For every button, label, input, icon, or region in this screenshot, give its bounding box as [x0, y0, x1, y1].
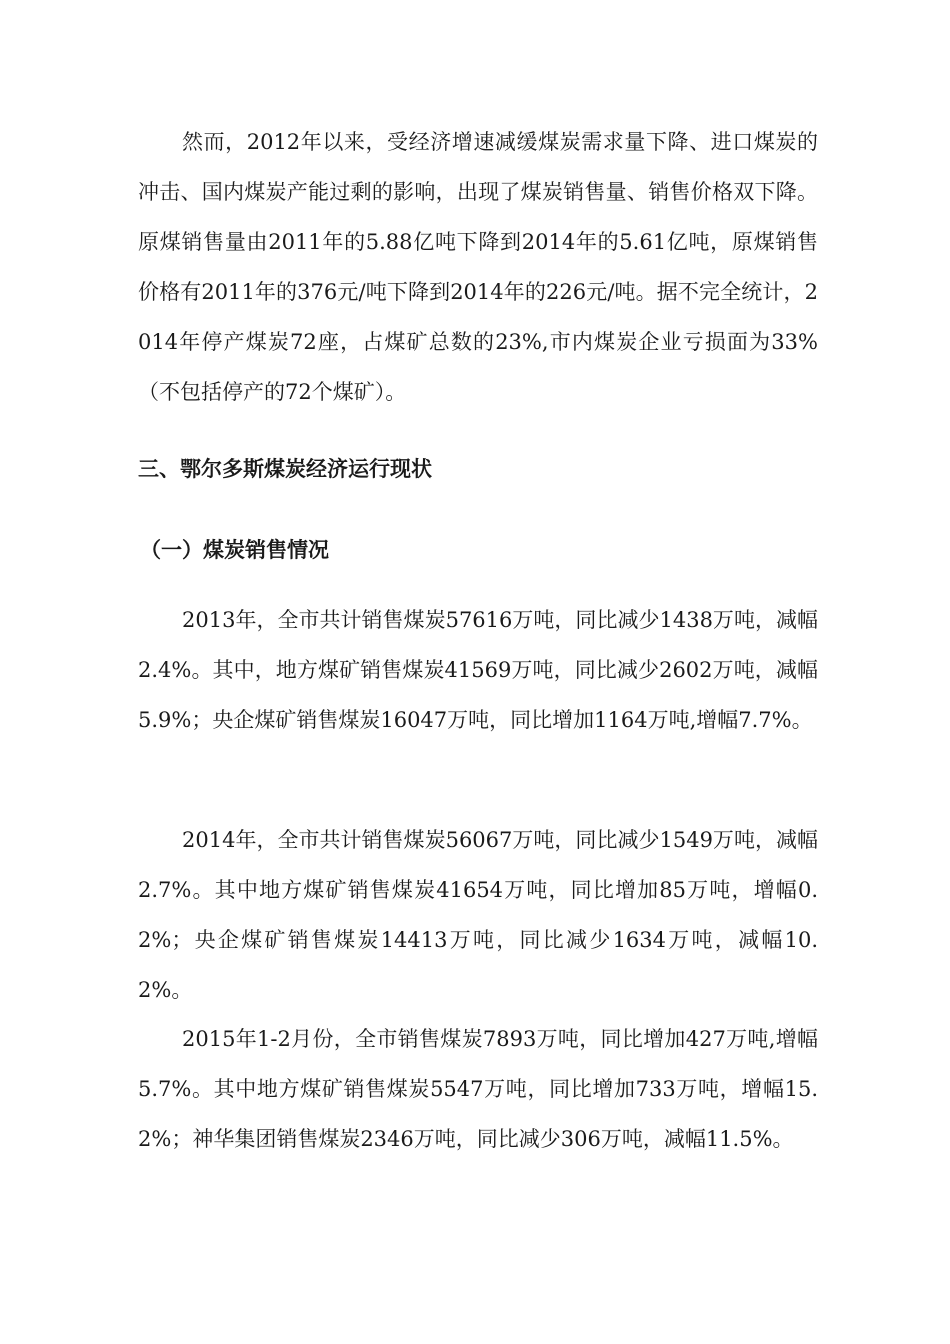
subsection-heading: （一）煤炭销售情况	[140, 537, 329, 562]
paragraph-sales-2013: 2013年，全市共计销售煤炭57616万吨，同比减少1438万吨，减幅2.4%。其中，地方煤矿销售煤炭41569万吨，同比减少2602万吨，减幅5.9%；央企煤矿销售煤炭16047万吨，同比增加1164万吨,增幅7.7%。	[138, 608, 818, 732]
section-heading: 三、鄂尔多斯煤炭经济运行现状	[138, 457, 432, 481]
paragraph-coal-decline: 然而，2012年以来，受经济增速减缓煤炭需求量下降、进口煤炭的冲击、国内煤炭产能过剩的影响，出现了煤炭销售量、销售价格双下降。原煤销售量由2011年的5.88亿吨下降到2014年的5.61亿吨，原煤销售价格有2011年的376元/吨下降到2014年的226元/吨。据不完全统计，2014年停产煤炭72座，占煤矿总数的23%,市内煤炭企业亏损面为33%（不包括停产的72个煤矿）。	[138, 130, 818, 404]
paragraph-sales-2015: 2015年1-2月份，全市销售煤炭7893万吨，同比增加427万吨,增幅5.7%。其中地方煤矿销售煤炭5547万吨，同比增加733万吨，增幅15.2%；神华集团销售煤炭2346万吨，同比减少306万吨，减幅11.5%。	[138, 1027, 818, 1151]
paragraph-sales-2014: 2014年，全市共计销售煤炭56067万吨，同比减少1549万吨，减幅2.7%。其中地方煤矿销售煤炭41654万吨，同比增加85万吨，增幅0.2%；央企煤矿销售煤炭14413万吨，同比减少1634万吨，减幅10.2%。	[138, 828, 818, 1002]
